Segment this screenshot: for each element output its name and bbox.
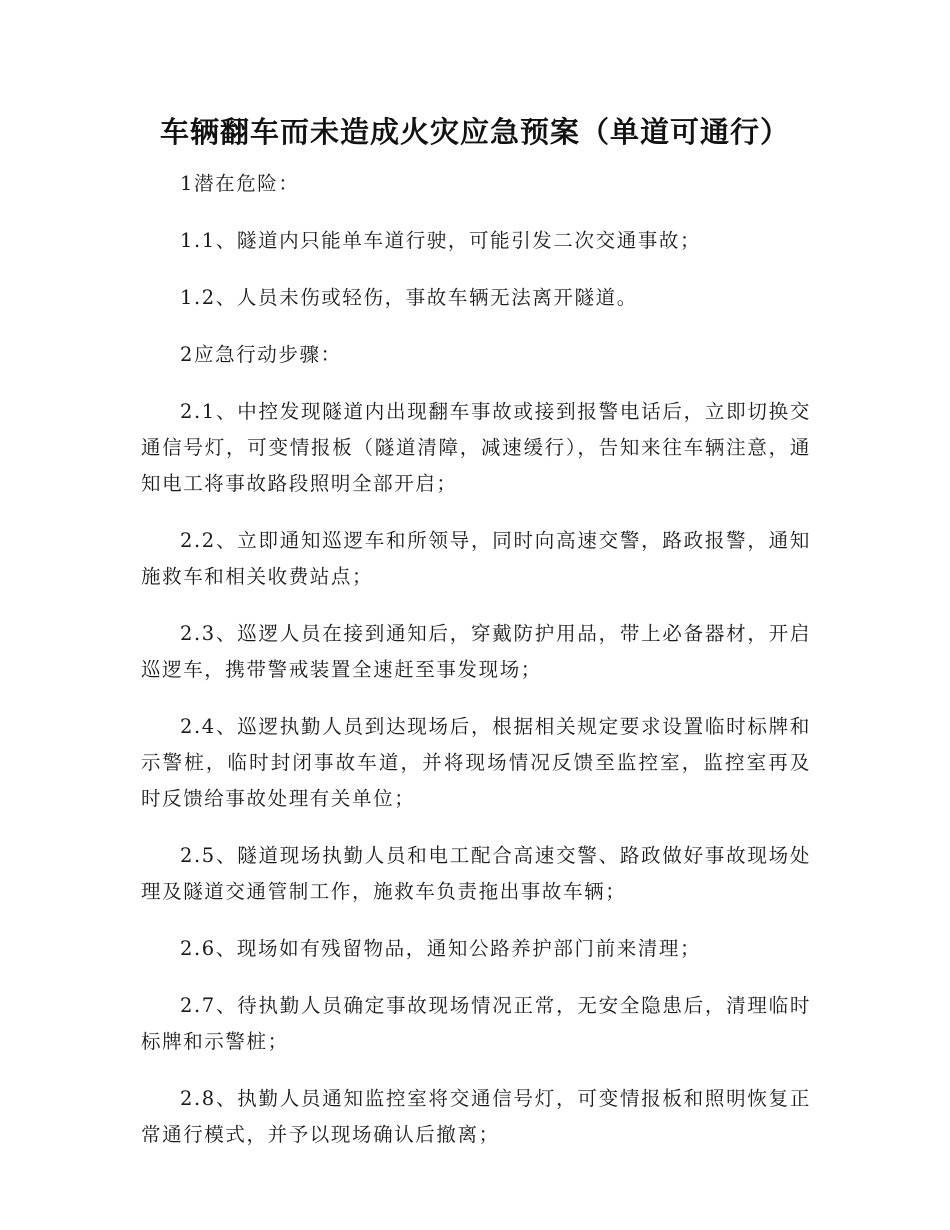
paragraph-step-2-5: 2.5、隧道现场执勤人员和电工配合高速交警、路政做好事故现场处理及隧道交通管制工作，施救车负责拖出事故车辆； <box>141 844 811 903</box>
paragraph-step-2-4: 2.4、巡逻执勤人员到达现场后，根据相关规定要求设置临时标牌和示警桩，临时封闭事故车道，并将现场情况反馈至监控室，监控室再及时反馈给事故处理有关单位； <box>141 715 811 810</box>
paragraph-step-2-2: 2.2、立即通知巡逻车和所领导，同时向高速交警，路政报警，通知施救车和相关收费站点； <box>141 529 811 588</box>
paragraph-hazard-1-2: 1.2、人员未伤或轻伤，事故车辆无法离开隧道。 <box>180 286 638 309</box>
paragraph-hazard-1-1: 1.1、隧道内只能单车道行驶，可能引发二次交通事故； <box>180 229 702 252</box>
paragraph-step-2-8: 2.8、执勤人员通知监控室将交通信号灯，可变情报板和照明恢复正常通行模式，并予以现场确认后撤离； <box>141 1087 811 1146</box>
paragraph-step-2-7: 2.7、待执勤人员确定事故现场情况正常，无安全隐患后，清理临时标牌和示警桩； <box>141 994 811 1053</box>
paragraph-step-2-1: 2.1、中控发现隧道内出现翻车事故或接到报警电话后，立即切换交通信号灯，可变情报板（隧道清障，减速缓行），告知来往车辆注意，通知电工将事故路段照明全部开启； <box>141 400 811 495</box>
paragraph-steps-heading: 2应急行动步骤： <box>180 343 342 366</box>
paragraph-hazard-heading: 1潜在危险： <box>180 172 300 195</box>
document-body <box>141 166 811 1174</box>
paragraph-step-2-6: 2.6、现场如有残留物品，通知公路养护部门前来清理； <box>180 937 702 960</box>
paragraph-step-2-3: 2.3、巡逻人员在接到通知后，穿戴防护用品，带上必备器材，开启巡逻车，携带警戒装置全速赶至事发现场； <box>141 622 811 681</box>
document-title: 车辆翻车而未造成火灾应急预案（单道可通行） <box>159 115 790 149</box>
